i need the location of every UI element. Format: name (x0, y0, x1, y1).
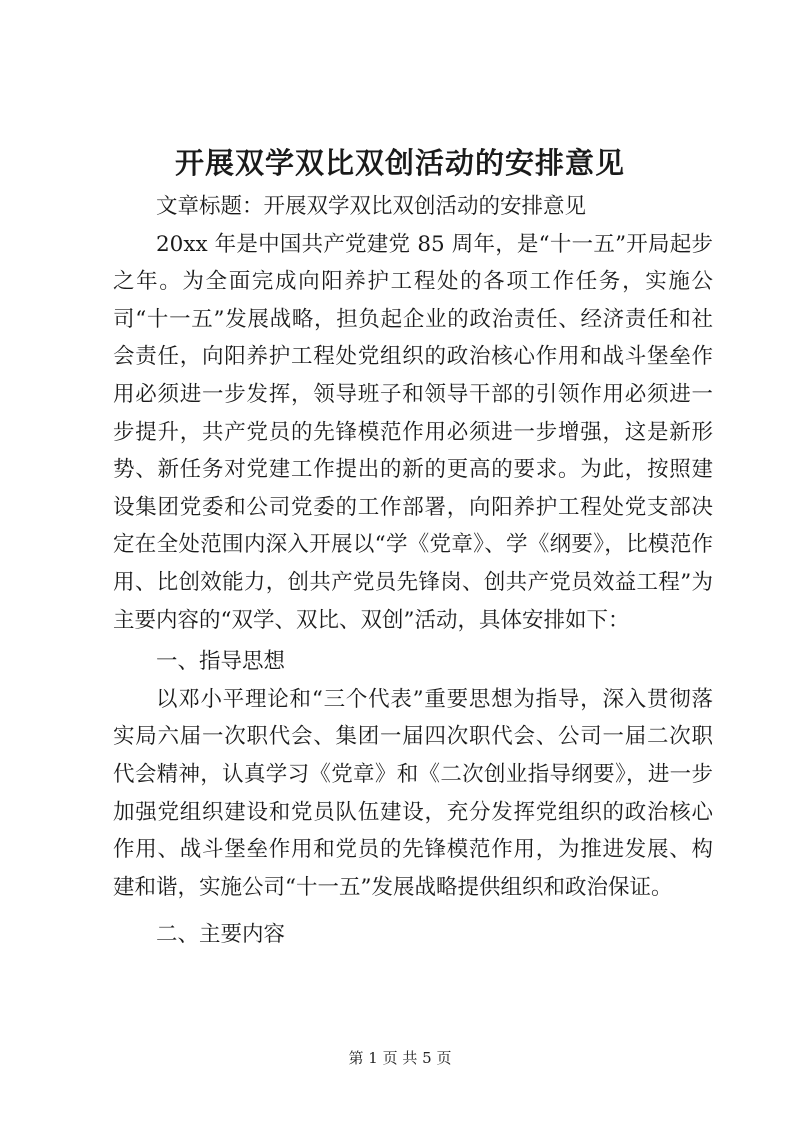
document-title: 开展双学双比双创活动的安排意见 (174, 146, 625, 180)
section-heading-guiding-ideology: 一、指导思想 (156, 649, 286, 675)
intro-paragraph: 20xx 年是中国共产党建党 85 周年，是“十一五”开局起步之年。为全面完成向阳养护工程处的各项工作任务，实施公司“十一五”发展战略，担负起企业的政治责任、经济责任和社会责任，向阳养护工程处党组织的政治核心作用和战斗堡垒作用必须进一步发挥，领导班子和领导干部的引领作用必须进一步提升，共产党员的先锋模范作用必须进一步增强，这是新形势、新任务对党建工作提出的新的更高的要求。为此，按照建设集团党委和公司党委的工作部署，向阳养护工程处党支部决定在全处范围内深入开展以“学《党章》、学《纲要》，比模范作用、比创效能力，创共产党员先锋岗、创共产党员效益工程”为主要内容的“双学、双比、双创”活动，具体安排如下： (113, 231, 713, 633)
section-heading-main-content: 二、主要内容 (156, 922, 286, 948)
article-title-line: 文章标题：开展双学双比双创活动的安排意见 (156, 194, 587, 219)
document-body (113, 188, 713, 954)
page-number-footer: 第 1 页 共 5 页 (348, 1049, 452, 1067)
guiding-ideology-paragraph: 以邓小平理论和“三个代表”重要思想为指导，深入贯彻落实局六届一次职代会、集团一届四次职代会、公司一届二次职代会精神，认真学习《党章》和《二次创业指导纲要》，进一步加强党组织建设和党员队伍建设，充分发挥党组织的政治核心作用、战斗堡垒作用和党员的先锋模范作用，为推进发展、构建和谐，实施公司“十一五”发展战略提供组织和政治保证。 (113, 686, 713, 900)
